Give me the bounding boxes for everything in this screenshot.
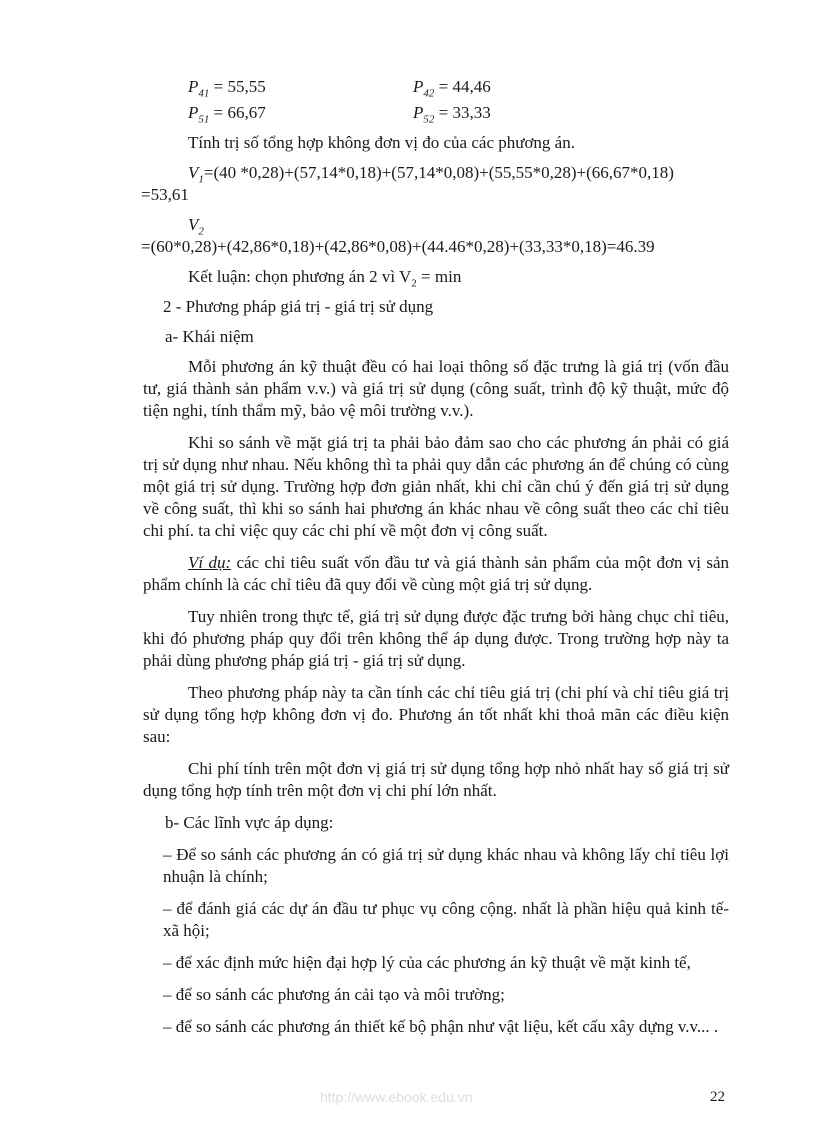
bullet-item: – để đánh giá các dự án đầu tư phục vụ công cộng. nhất là phần hiệu quả kinh tế- xã hội; (163, 899, 729, 940)
bullet-item: – để so sánh các phương án thiết kế bộ phận như vật liệu, kết cấu xây dựng v.v... . (163, 1017, 719, 1036)
paragraph-3: Tuy nhiên trong thực tế, giá trị sử dụng được đặc trưng bởi hàng chục chỉ tiêu, khi đó phương pháp quy đổi trên không thể áp dụng được. Trong trường hợp này ta phải dùng phương pháp giá trị - giá trị sử dụng. (143, 607, 729, 670)
bullet-item: – để so sánh các phương án cải tạo và môi trường; (163, 985, 505, 1004)
bullet-item: – Để so sánh các phương án có giá trị sử dụng khác nhau và không lấy chỉ tiêu lợi nhuận là chính; (163, 845, 729, 886)
p51-value: $P_{51} = 66,67$ (188, 103, 266, 126)
khai-niem-heading: a- Khái niệm (165, 327, 254, 346)
section-2-heading: 2 - Phương pháp giá trị - giá trị sử dụng (163, 297, 434, 316)
paragraph-1: Mỗi phương án kỹ thuật đều có hai loại thông số đặc trưng là giá trị (vốn đầu tư, giá thành sản phẩm v.v.) và giá trị sử dụng (công suất, trình độ kỹ thuật, mức độ tiện nghi, tính thẩm mỹ, bảo vệ môi trường v.v.). (143, 357, 729, 420)
p42-value: $P_{42} = 44,46$ (413, 77, 491, 100)
document-page (143, 76, 729, 1048)
v1-result: =53,61 (141, 185, 189, 204)
tinh-tri-so-line: Tính trị số tổng hợp không đơn vị đo của các phương án. (188, 133, 575, 152)
p52-value: $P_{52} = 33,33$ (413, 103, 491, 126)
paragraph-2: Khi so sánh về mặt giá trị ta phải bảo đảm sao cho các phương án phải có giá trị sử dụng như nhau. Nếu không thì ta phải quy dẫn các phương án để chúng có cùng một giá trị sử dụng. Trường hợp đơn giản nhất, khi chỉ cần chú ý đến giá trị sử dụng về công suất, thì khi so sánh hai phương án khác nhau về công suất theo các chỉ tiêu chi phí. ta chỉ việc quy các chi phí về một đơn vị công suất. (143, 433, 729, 540)
footer-url: http://www.ebook.edu.vn (320, 1089, 473, 1105)
p-row-5 (143, 102, 729, 124)
page-number: 22 (710, 1089, 725, 1105)
v2-formula: =(60*0,28)+(42,86*0,18)+(42,86*0,08)+(44.46*0,28)+(33,33*0,18)=46.39 (141, 237, 655, 256)
bullet-item: – để xác định mức hiện đại hợp lý của các phương án kỹ thuật về mặt kinh tế, (163, 953, 691, 972)
example-paragraph: Ví dụ: các chỉ tiêu suất vốn đầu tư và giá thành sản phẩm của một đơn vị sản phẩm chính là các chỉ tiêu đã quy đổi về cùng một giá trị sử dụng. (143, 553, 729, 594)
linh-vuc-heading: b- Các lĩnh vực áp dụng: (165, 813, 334, 832)
p41-value: $P_{41} = 55,55$ (188, 77, 266, 100)
v2-label: $V_2$ (188, 215, 204, 238)
v1-formula: $V_1=(40$ *0,28)+(57,14*0,18)+(57,14*0,08)+(55,55*0,28)+(66,67*0,18) (188, 163, 674, 186)
p-row-4 (143, 76, 729, 98)
paragraph-5: Chi phí tính trên một đơn vị giá trị sử dụng tổng hợp nhỏ nhất hay số giá trị sử dụng tổng hợp tính trên một đơn vị chi phí lớn nhất. (143, 759, 729, 800)
example-label: Ví dụ: (188, 553, 232, 572)
paragraph-4: Theo phương pháp này ta cần tính các chỉ tiêu giá trị (chi phí và chỉ tiêu giá trị sử dụng tổng hợp không đơn vị đo. Phương án tốt nhất khi thoả mãn các điều kiện sau: (143, 683, 729, 746)
ket-luan-line: Kết luận: chọn phương án 2 vì $V_2 = \min$ (188, 267, 462, 290)
